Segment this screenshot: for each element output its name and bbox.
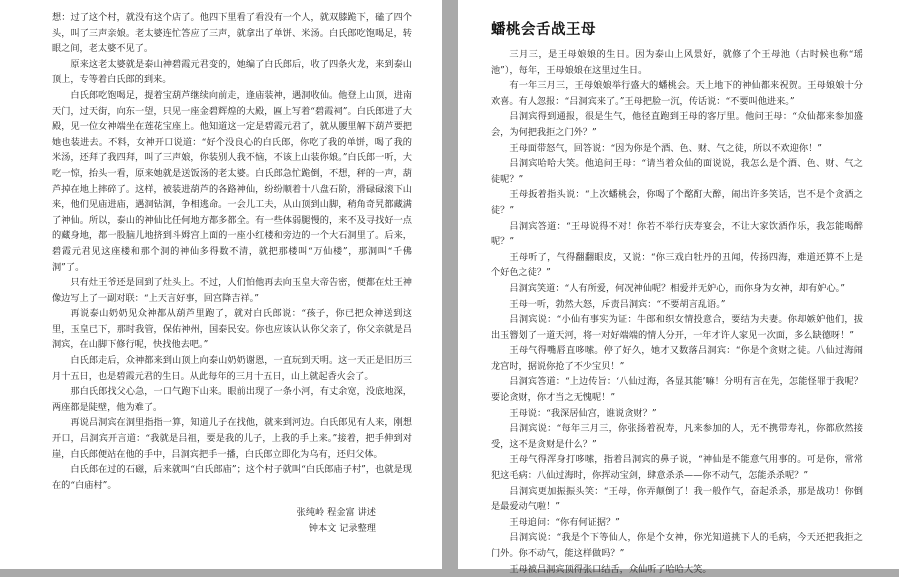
story-title: 蟠桃会舌战王母 (491, 22, 596, 38)
paragraph: 王母气得嘴唇直哆嗦。停了好久，她才又数落吕洞宾：“你是个贪财之徒。八仙过海闹龙宫时，据说你抢了不少宝贝！” (491, 345, 863, 372)
paragraph: 王母气得浑身打哆嗦，指着吕洞宾的鼻子说，“神仙是不能意气用事的。可是你，常常犯这毛病：八仙过海时，你挥动宝剑，肆意杀杀——你不动气，怎能杀杀呢？” (491, 454, 863, 482)
paragraph: 只有灶王爷还是回到了灶头上。不过，人们怕他再去向玉皇大帝告密，便都在灶王神像边写上了一副对联：“上天言好事，回宫降吉祥。” (52, 277, 412, 304)
paragraph: 吕洞宾更加振振头笑：“王母，你弄颠倒了！我一般作气，奋起杀杀，那是战功！你倒是最爱动气啦！” (491, 485, 863, 513)
left-page-text (52, 10, 412, 493)
paragraph: 再说吕洞宾在洞里指指一算，知道儿子在找他，就来到河边。白氏郎见有人来，刚想开口，吕洞宾开言道：“我就是吕祖，要是我的儿子，上我的手上来。”接着，把手伸到对崖，白氏郎便站在他的手中，吕洞宾把手一播，白氏郎立即化为乌有，还归父体。 (52, 417, 412, 460)
paragraph: 吕洞宾哈哈大笑。他追问王母：“请当着众仙的面说说，我怎么是个酒、色、财、气之徒呢？” (491, 158, 863, 185)
paragraph: 白氏郎在过的石磁，后来就叫“白氏郎庙”；这个村子就叫“白氏郎庙子村”，也就是现在的“白庙村”。 (52, 464, 412, 491)
credit-recorder: 钟本文 记录整理 (308, 523, 376, 534)
story-credits (52, 505, 412, 536)
paragraph: 王母扳着指头说：“上次蟠桃会，你喝了个酩酊大醉，闹出许多笑话，岂不是个贪酒之徒？” (491, 189, 863, 216)
paragraph: 有一年三月三，王母娘娘举行盛大的蟠桃会。天上地下的神仙都来祝贺。王母娘娘十分欢喜。有人忽报：“吕洞宾来了。”王母把脸一沉，传话说：“不要叫他进来。” (491, 80, 863, 107)
paragraph: 王母一听，勃然大怒，斥责吕洞宾：“不要胡言乱语。” (509, 298, 726, 310)
paragraph: 白氏郎走后，众神都来到山顶上向泰山奶奶谢恩，一直玩到天明。这一天正是旧历三月十五日，也是碧霞元君的生日。从此每年的三月十五日，山上就起香火会了。 (52, 355, 412, 382)
paragraph: 王母说：“我深居仙宫，谁说贪财？” (509, 407, 657, 419)
paragraph: 再说泰山奶奶见众神都从葫芦里跑了，就对白氏郎说：“孩子，你已把众神送到这里，玉皇已下，那时我管，保佑神州，国泰民安。你也应该认认你父亲了，你父亲就是吕洞宾，在山脚下修行呢，快找他去吧。” (52, 308, 412, 351)
credit-narrators: 张纯岭 程金富 讲述 (296, 507, 376, 519)
paragraph: 吕洞宾答道：“上边传旨：‘八仙过海，各显其能’嘛！分明有言在先，怎能怪罪于我呢？要论贪财，你才当之无愧呢！” (491, 376, 863, 404)
paragraph: 吕洞宾说：“小仙有事实为证：牛郎和织女情投意合，要结为夫妻。你却嫉妒他们，拔出玉簪划了一道天河，将一对好端端的情人分开，一年才许人家见一次面，多么缺德呀！” (491, 314, 863, 341)
paragraph: 王母追问：“你有何证据？” (509, 516, 620, 528)
paragraph: 白氏郎吃饱喝足，提着宝葫芦继续向前走，逢庙装神，遇洞收仙。他登上山顶，进南天门，过天街，向东一望，只见一座金碧辉煌的大殿，匾上写着“碧霞祠”。白氏郎进了大殿，见一位女神端坐在莲花宝座上。他知道这一定是碧霞元君了，就从腰里解下葫芦要把她也装进去。不料，女神开口说道：“好个没良心的白氏郎，你吃了我的单饼，喝了我的米汤，还拜了我四拜，叫了三声娘，你装别人我不恼，不该上山装你娘。”白氏郎一听，大吃一惊，抬头一看，原来她就是送饭汤的老太婆。白氏郎急忙跪倒，不想，秤的一声，葫芦掉在地上摔碎了。这样，被装进葫芦的各路神仙，纷纷顺着十八盘石阶，滑碌碌滚下山来，他们见庙进庙，遇洞钻洞，争相逃命。一会儿工夫，从山顶到山脚，稍角奇旯都藏满了神仙。所以，泰山的神仙比任何地方都多都全。有一些体弱腿慢的，来不及寻找好一点的藏身地，都一股脑儿地挤到斗姆宫上面的一座小红楼和旁边的一个大石洞里了。后来，碧霞元君见这座楼和那个洞的神仙多得数不清，就把那楼叫“万仙楼”，那洞叫“千佛洞”了。 (52, 89, 412, 273)
paragraph: 王母被吕洞宾顶得张口结舌，众仙听了哈哈大笑。 (509, 563, 712, 575)
paragraph: 吕洞宾笑道：“人有所爱，何况神仙呢？相爱并无妒心，而你身为女神，却有妒心。” (509, 282, 845, 294)
right-page (458, 0, 899, 575)
paragraph: 吕洞宾答道：“王母说得不对！你若不举行庆寿宴会，不让大家饮酒作乐，我怎能喝醉呢？” (491, 220, 863, 248)
paragraph: 三月三，是王母娘娘的生日。因为泰山上风景好，就修了个王母池（古时候也称“瑶池”），每年，王母娘娘在这里过生日。 (491, 49, 863, 76)
paragraph: 想：过了这个村，就没有这个店了。他四下里看了看没有一个人，就双膝跪下，磕了四个头，叫了三声亲娘。老太婆连忙答应了三声，就拿出了单饼、米汤。白氏郎吃饱喝足，转眼之间，老太婆不见了。 (52, 12, 412, 55)
paragraph: 王母听了，气得翻翻眼皮，又说：“你三戏白牡丹的丑闻，传扬四海，难道还算不上是个好色之徒？” (491, 251, 863, 279)
paragraph: 吕洞宾说：“我是个下等仙人，你是个女神，你光知道挑下人的毛病，今天还把我拒之门外。你不动气，能这样做吗？” (491, 532, 863, 559)
paragraph: 王母面带怒气，回答说：“因为你是个酒、色、财、气之徒，所以不欢迎你！” (509, 142, 822, 154)
paragraph: 吕洞宾说：“每年三月三，你张扬着祝寿，凡来参加的人，无不携带寿礼，你都欣然接受，这不是贪财是什么？” (491, 423, 863, 450)
paragraph: 那白氏郎找父心急，一口气跑下山来。眼前出现了一条小河，有丈余宽，没底地深，两座都是陡壁，他为难了。 (52, 386, 412, 413)
left-page (0, 0, 442, 569)
paragraph: 原来这老太婆就是泰山神碧霞元君变的，她编了白氏郎后，收了四条火龙，来到泰山顶上，专等着白氏郎的到来。 (52, 58, 412, 86)
right-page-text (491, 47, 863, 577)
paragraph: 吕洞宾得到通报，很是生气，他径直跑到王母的客厅里。他问王母：“众仙都来参加盛会，为何把我拒之门外？” (491, 111, 863, 138)
